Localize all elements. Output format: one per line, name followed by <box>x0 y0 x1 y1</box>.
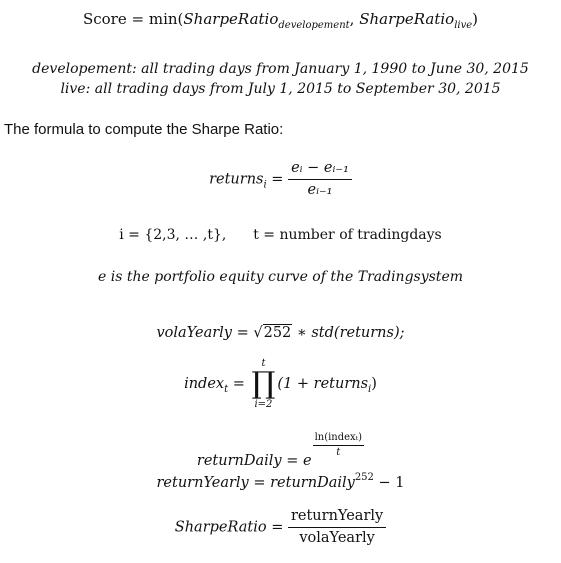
sqrt-icon: √252 <box>253 325 292 341</box>
sharpe-dev-term: SharpeRatio <box>183 10 279 28</box>
intro-text: The formula to compute the Sharpe Ratio: <box>4 121 284 138</box>
equals-sign: = <box>131 10 145 28</box>
development-period: developement: all trading days from January 1, 1990 to June 30, 2015 <box>32 61 529 77</box>
index-range: i = {2,3, … ,t}, <box>119 227 227 243</box>
min-function: min( <box>148 10 184 28</box>
product-operator <box>252 358 276 410</box>
sqrt-radicand: 252 <box>263 325 292 341</box>
vola-rest: ∗ std(returns); <box>296 325 405 341</box>
exponent-denominator: t <box>336 447 341 458</box>
equals-sign: = <box>286 453 299 469</box>
exp-base: e <box>302 453 312 469</box>
daily-return-formula <box>0 432 561 469</box>
sharpe-live-subscript: live <box>454 20 473 31</box>
equals-sign: = <box>271 171 284 188</box>
returns-numerator: eᵢ − eᵢ₋₁ <box>288 160 352 180</box>
product-body: (1 + returns <box>277 376 369 392</box>
yearly-tail: − 1 <box>378 475 405 491</box>
index-label: index <box>184 376 225 392</box>
score-label: Score <box>82 10 127 28</box>
returns-fraction <box>288 160 352 199</box>
yearly-base: returnDaily <box>270 475 355 491</box>
index-formula <box>0 358 561 414</box>
index-subscript: t <box>224 384 229 395</box>
equity-note: e is the portfolio equity curve of the Tradingsystem <box>98 269 463 285</box>
product-upper-limit: t <box>261 358 266 369</box>
exponent-numerator: ln(indexₜ) <box>313 432 365 446</box>
yearly-exponent: 252 <box>354 472 374 483</box>
sharpe-dev-subscript: developement <box>278 20 350 31</box>
t-definition: t = number of tradingdays <box>253 227 442 243</box>
live-period: live: all trading days from July 1, 2015 to September 30, 2015 <box>60 81 501 97</box>
comma: , <box>349 10 355 28</box>
returns-denominator: eᵢ₋₁ <box>307 182 333 198</box>
index-definition <box>0 226 561 244</box>
product-body-subscript: i <box>368 384 372 395</box>
vola-label: volaYearly <box>156 325 232 341</box>
yearly-return-formula <box>0 474 561 492</box>
equals-sign: = <box>236 325 249 341</box>
returns-formula <box>0 160 561 206</box>
sharpe-formula <box>0 508 561 554</box>
sharpe-numerator: returnYearly <box>288 508 386 528</box>
sharpe-live-term: SharpeRatio <box>359 10 455 28</box>
product-lower-limit: i=2 <box>254 399 273 410</box>
yearly-return-label: returnYearly <box>156 475 249 491</box>
vola-formula <box>0 324 561 342</box>
close-paren: ) <box>472 10 479 28</box>
daily-return-label: returnDaily <box>196 453 282 469</box>
returns-subscript: i <box>263 179 267 191</box>
returns-label: returns <box>209 171 264 188</box>
score-formula <box>0 10 561 31</box>
equals-sign: = <box>271 519 284 536</box>
product-close-paren: ) <box>371 376 377 392</box>
product-icon: ∏ <box>251 366 276 401</box>
sharpe-fraction <box>288 508 386 547</box>
sharpe-denominator: volaYearly <box>299 530 375 546</box>
equals-sign: = <box>232 376 245 392</box>
exponent-fraction <box>313 432 365 459</box>
sharpe-label: SharpeRatio <box>174 519 267 536</box>
equals-sign: = <box>253 475 266 491</box>
